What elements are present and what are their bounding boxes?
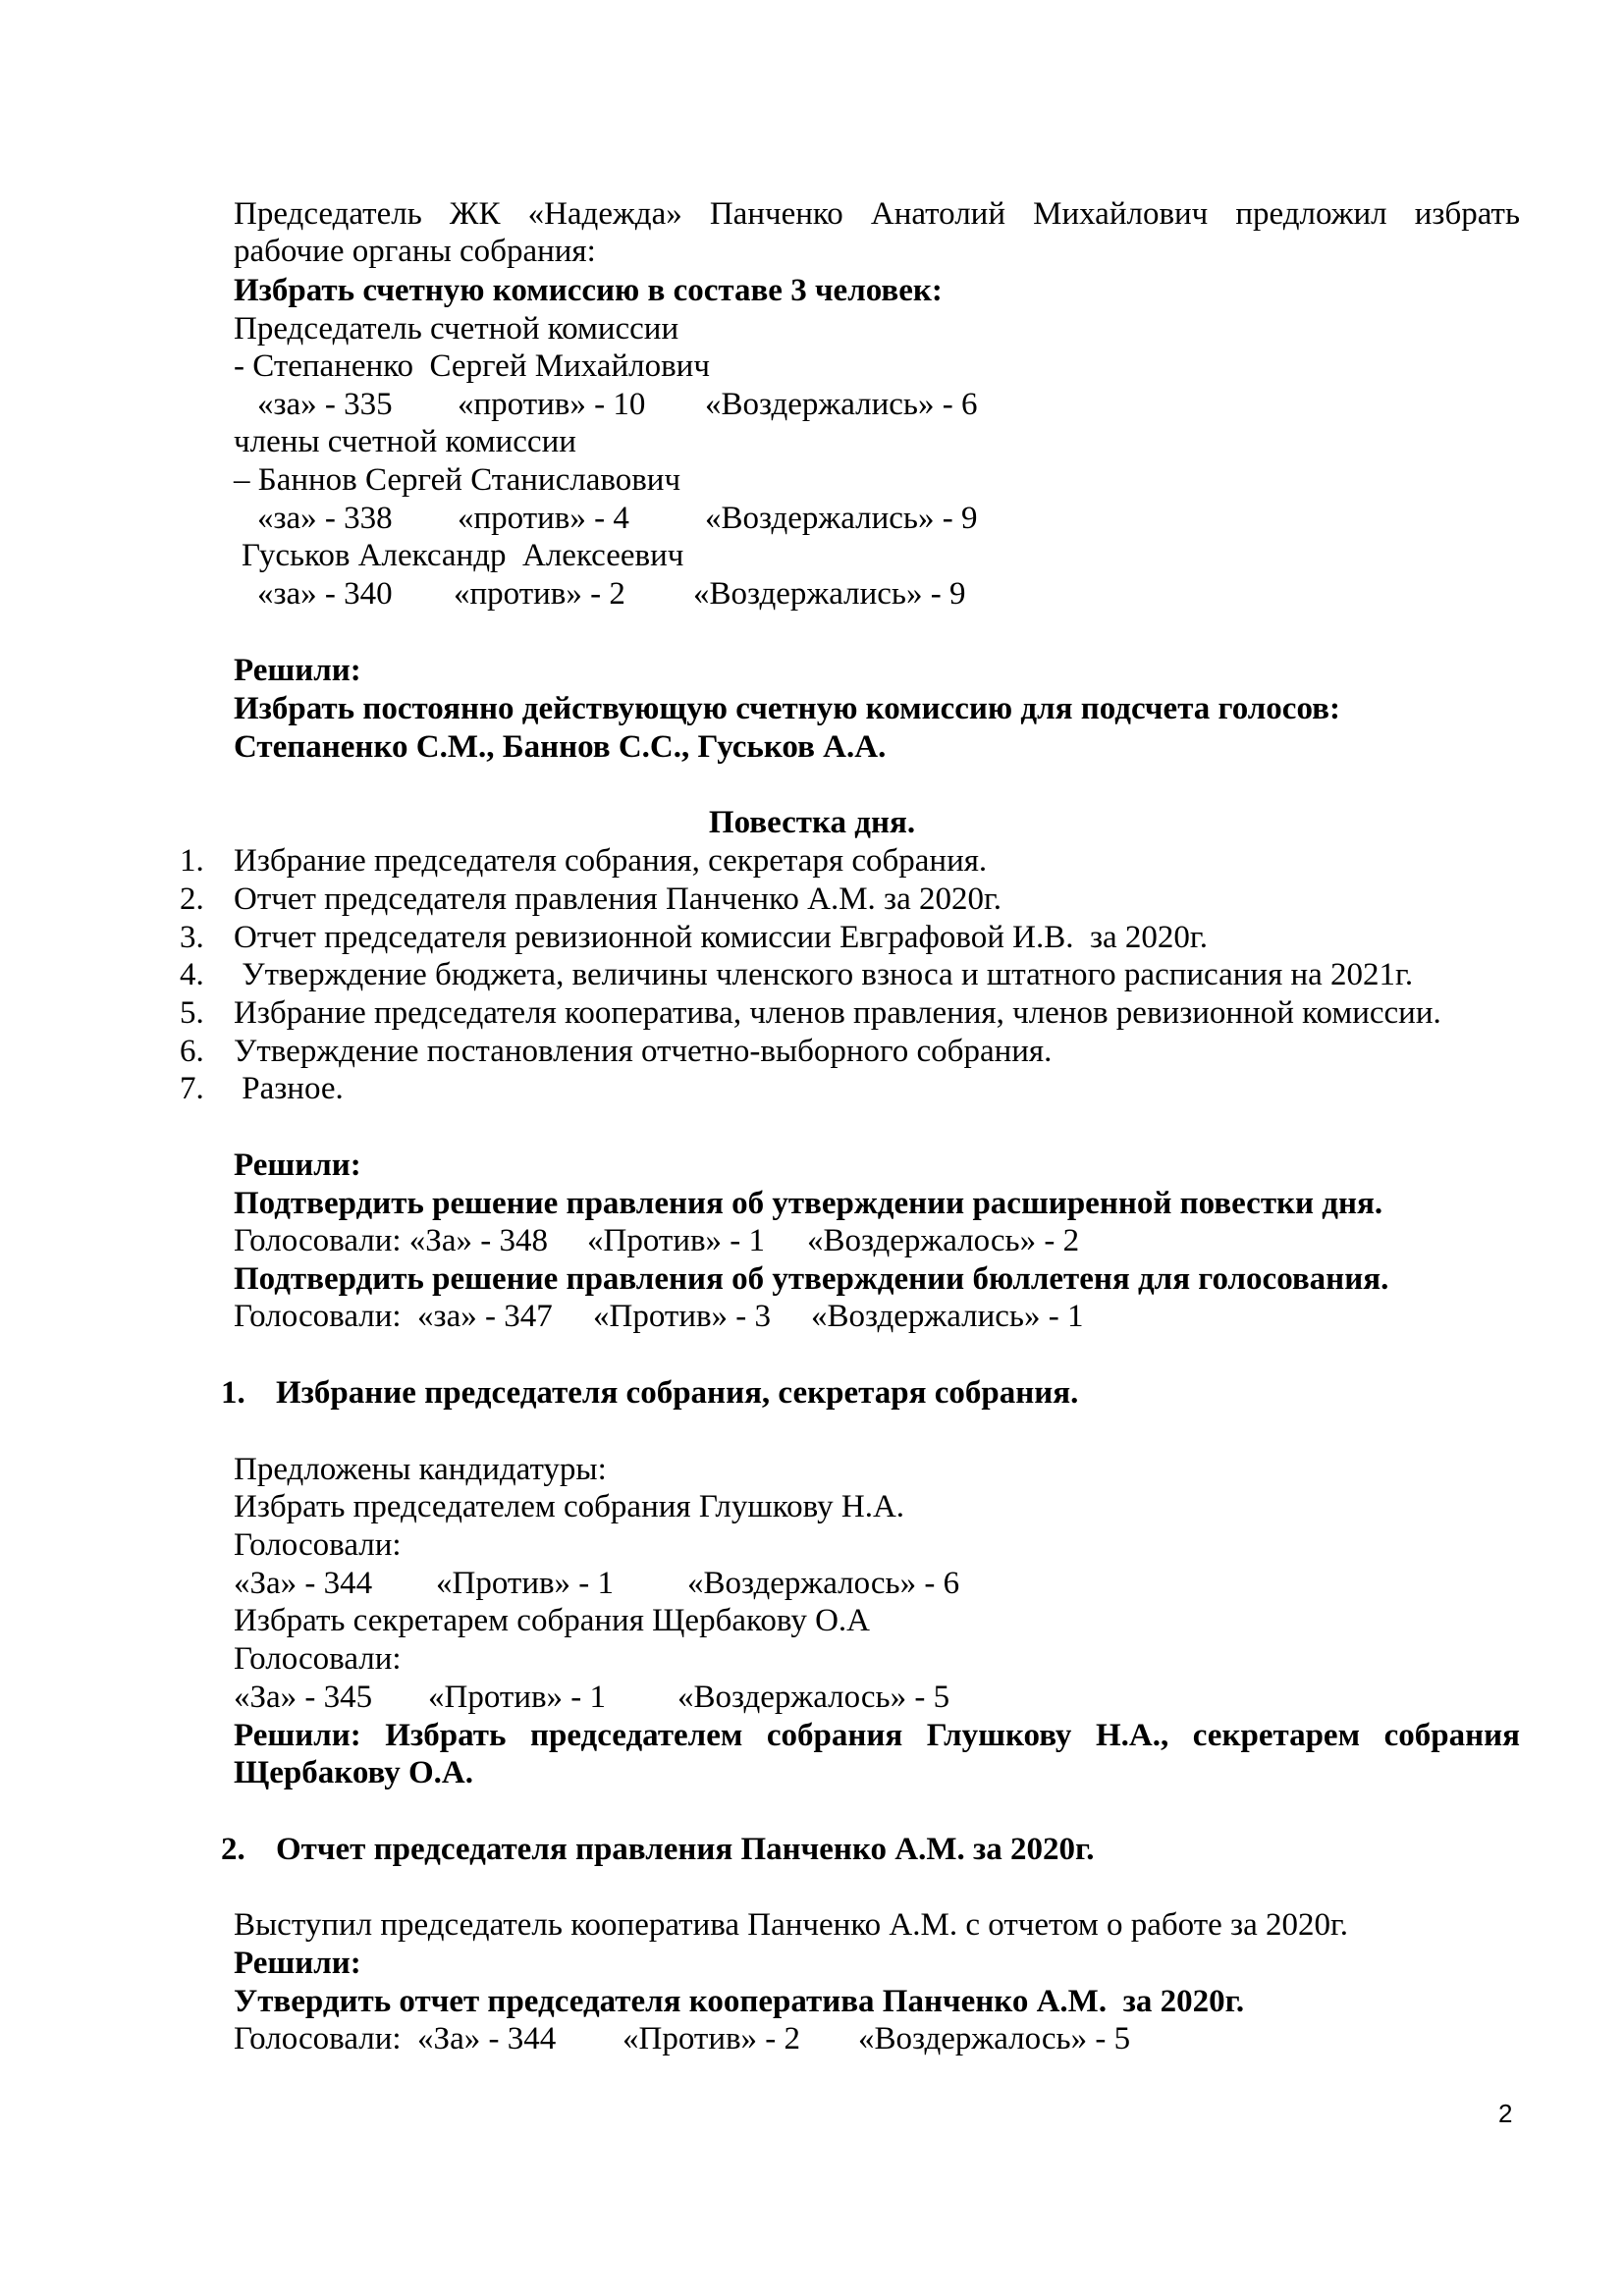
member2-vote-for: «за» - 340 xyxy=(257,576,393,612)
agenda-item-num: 3. xyxy=(180,920,204,955)
section1-voted-label: Голосовали: xyxy=(234,1527,402,1563)
intro-line-1: Председатель ЖК «Надежда» Панченко Анатолий Михайлович предложил избрать xyxy=(234,196,1520,232)
agenda-item-num: 4. xyxy=(180,957,204,992)
member1-vote-for: «за» - 338 xyxy=(257,501,393,536)
section1-secretary-line: Избрать секретарем собрания Щербакову О.А xyxy=(234,1603,870,1638)
agenda-item-num: 5. xyxy=(180,995,204,1031)
member2-vote-against: «против» - 2 xyxy=(454,576,625,612)
chair-vote-against: «против» - 10 xyxy=(458,387,646,422)
section1-heading: Избрание председателя собрания, секретаря собрания. xyxy=(276,1375,1079,1411)
decision2-vote1-abstain: «Воздержалось» - 2 xyxy=(807,1223,1080,1258)
page-number: 2 xyxy=(1498,2099,1513,2128)
section2-heading: Отчет председателя правления Панченко А.М. за 2020г. xyxy=(276,1832,1095,1867)
decision1-label: Решили: xyxy=(234,653,361,688)
section1-vote2-abstain: «Воздержалось» - 5 xyxy=(677,1680,950,1715)
chair-vote-abstain: «Воздержались» - 6 xyxy=(705,387,978,422)
agenda-item: Разное. xyxy=(234,1071,344,1106)
member2-vote-abstain: «Воздержались» - 9 xyxy=(693,576,966,612)
agenda-item: Избрание председателя кооператива, членов правления, членов ревизионной комиссии. xyxy=(234,995,1441,1031)
section1-decision-line-1: Решили: Избрать председателем собрания Глушкову Н.А., секретарем собрания xyxy=(234,1718,1520,1753)
section1-proposed: Предложены кандидатуры: xyxy=(234,1452,607,1487)
section2-speech: Выступил председатель кооператива Панченко А.М. с отчетом о работе за 2020г. xyxy=(234,1907,1349,1943)
section2-vote-against: «Против» - 2 xyxy=(623,2021,801,2056)
section1-voted-label: Голосовали: xyxy=(234,1641,402,1677)
commission-chair-label: Председатель счетной комиссии xyxy=(234,311,679,347)
chair-vote-for: «за» - 335 xyxy=(257,387,393,422)
member1-vote-against: «против» - 4 xyxy=(458,501,629,536)
decision2-vote2-against: «Против» - 3 xyxy=(593,1299,772,1334)
section2-vote-for: Голосовали: «За» - 344 xyxy=(234,2021,557,2056)
section2-number: 2. xyxy=(221,1832,245,1867)
section1-number: 1. xyxy=(221,1375,245,1411)
agenda-item: Отчет председателя правления Панченко А.М. за 2020г. xyxy=(234,881,1002,917)
section1-chair-line: Избрать председателем собрания Глушкову Н.А. xyxy=(234,1489,905,1524)
decision1-line-1: Избрать постоянно действующую счетную комиссию для подсчета голосов: xyxy=(234,691,1340,726)
agenda-item-num: 1. xyxy=(180,843,204,879)
section2-decision-label: Решили: xyxy=(234,1946,361,1981)
agenda-item: Отчет председателя ревизионной комиссии Евграфовой И.В. за 2020г. xyxy=(234,920,1208,955)
decision1-line-2: Степаненко С.М., Баннов С.С., Гуськов А.А. xyxy=(234,729,887,765)
commission-heading: Избрать счетную комиссию в составе 3 человек: xyxy=(234,273,943,308)
agenda-title: Повестка дня. xyxy=(708,805,916,840)
section1-vote1-against: «Против» - 1 xyxy=(436,1566,615,1601)
agenda-item: Утверждение постановления отчетно-выборного собрания. xyxy=(234,1034,1053,1069)
section1-vote1-for: «За» - 344 xyxy=(234,1566,373,1601)
decision2-vote1-for: Голосовали: «За» - 348 xyxy=(234,1223,548,1258)
section1-vote2-for: «За» - 345 xyxy=(234,1680,373,1715)
decision2-confirm-ballot: Подтвердить решение правления об утверждении бюллетеня для голосования. xyxy=(234,1261,1389,1297)
commission-member1-name: – Баннов Сергей Станиславович xyxy=(234,462,681,498)
section2-decision: Утвердить отчет председателя кооператива Панченко А.М. за 2020г. xyxy=(234,1984,1245,2019)
agenda-item: Избрание председателя собрания, секретаря собрания. xyxy=(234,843,988,879)
commission-members-label: члены счетной комиссии xyxy=(234,424,576,459)
decision2-vote1-against: «Против» - 1 xyxy=(587,1223,766,1258)
commission-chair-name: - Степаненко Сергей Михайлович xyxy=(234,348,710,384)
agenda-item-num: 2. xyxy=(180,881,204,917)
decision2-vote2-for: Голосовали: «за» - 347 xyxy=(234,1299,553,1334)
intro-line-2: рабочие органы собрания: xyxy=(234,234,596,269)
agenda-item: Утверждение бюджета, величины членского взноса и штатного расписания на 2021г. xyxy=(234,957,1414,992)
member1-vote-abstain: «Воздержались» - 9 xyxy=(705,501,978,536)
section1-decision-line-2: Щербакову О.А. xyxy=(234,1755,473,1790)
decision2-label: Решили: xyxy=(234,1148,361,1183)
section1-vote1-abstain: «Воздержалось» - 6 xyxy=(687,1566,960,1601)
decision2-confirm-agenda: Подтвердить решение правления об утверждении расширенной повестки дня. xyxy=(234,1186,1383,1221)
commission-member2-name: Гуськов Александр Алексеевич xyxy=(242,538,684,573)
agenda-item-num: 7. xyxy=(180,1071,204,1106)
decision2-vote2-abstain: «Воздержались» - 1 xyxy=(811,1299,1084,1334)
agenda-item-num: 6. xyxy=(180,1034,204,1069)
section1-vote2-against: «Против» - 1 xyxy=(428,1680,607,1715)
section2-vote-abstain: «Воздержалось» - 5 xyxy=(858,2021,1131,2056)
